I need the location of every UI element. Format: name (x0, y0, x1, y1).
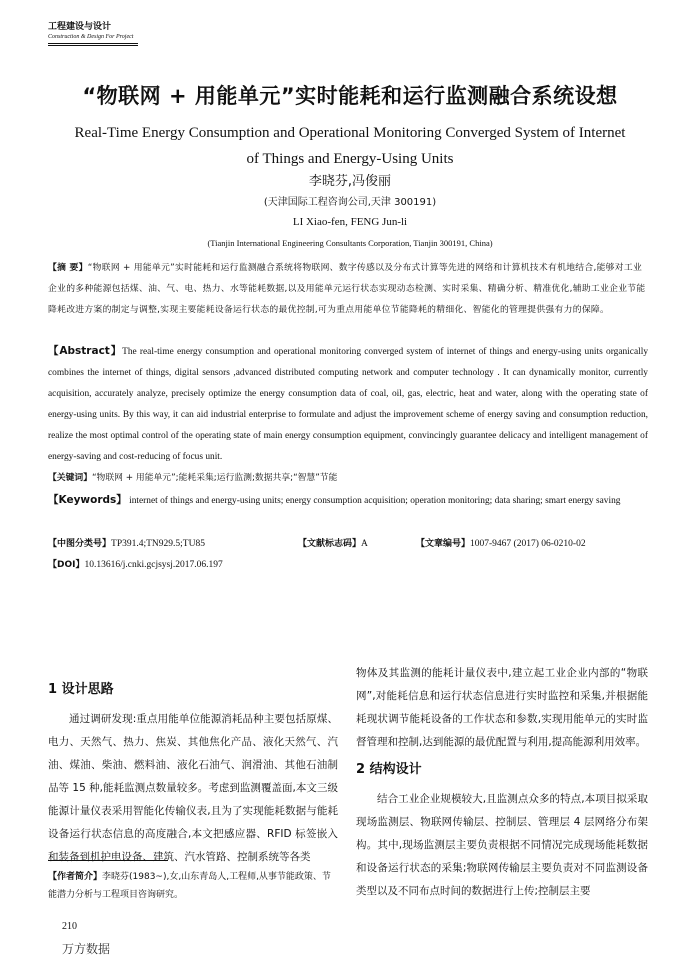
authors-en: LI Xiao-fen, FENG Jun-li (292, 216, 408, 228)
keywords-en-label: 【Keywords】 (48, 494, 127, 506)
keywords-cn-label: 【关键词】 (48, 473, 92, 483)
abstract-cn (48, 258, 648, 321)
right-paragraph-1: 物体及其监测的能耗计量仪表中,建立起工业企业内部的“物联网”,对能耗信息和运行状态信息进行实时监控和采集,并根据能耗现状调节能耗设备的工作状态和参数,实现用能单元的实时监督管理和控制,达到能源的最优配置与利用,提高能源利用效率。 (356, 667, 648, 748)
section1-paragraph: 通过调研发现:重点用能单位能源消耗品种主要包括原煤、电力、天然气、热力、焦炭、其他焦化产品、液化天然气、汽油、煤油、柴油、燃料油、液化石油气、润滑油、其他石油制品等 15 种,能耗监测点数量较多。考虑到监测覆盖面,本文三级能源计量仪表采用智能化传输仪表,且为了实现能耗数据与能耗设备运行状态信息的高度融合,本文把感应器、RFID 标签嵌入和装备到机护电设备、建筑、汽水管路、控制系统等各类 (48, 713, 338, 863)
footnote-text: 李晓芬(1983~),女,山东青岛人,工程师,从事节能政策、节能潜力分析与工程项目咨询研究。 (48, 872, 331, 900)
clc-label: 【中图分类号】 (48, 539, 112, 549)
abstract-cn-text: “物联网 + 用能单元”实时能耗和运行监测融合系统将物联网、数字传感以及分布式计算等先进的网络和计算机技术有机地结合,能够对工业企业的多种能源包括煤、油、气、电、热力、水等能耗数据,以及用能单元运行状态实现动态检测、实时采集、精确分析、精准优化,辅助工业企业节能降耗改进方案的制定与调整,实现主要能耗设备运行状态的最优控制,可为重点用能单位节能降耗的精细化、智能化的管理提供强有力的保障。 (48, 263, 646, 315)
journal-header (48, 22, 188, 41)
clc-code (48, 536, 205, 549)
keywords-en (48, 490, 648, 512)
authors-cn: 李晓芬,冯俊丽 (308, 174, 392, 189)
title-cn: “物联网 + 用能单元”实时能耗和运行监测融合系统设想 (82, 84, 618, 108)
affiliation-cn: (天津国际工程咨询公司,天津 300191) (263, 197, 437, 208)
abstract-cn-label: 【摘 要】 (48, 263, 88, 273)
affiliation-en: (Tianjin International Engineering Consultants Corporation, Tianjin 300191, China) (207, 238, 493, 248)
keywords-cn-text: “物联网 + 用能单元”;能耗采集;运行监测;数据共享;“智慧”节能 (92, 473, 338, 483)
abstract-en (48, 341, 648, 468)
header-rule-thin (48, 45, 138, 46)
doc-label: 【文献标志码】 (298, 539, 362, 549)
section2-heading: 2 结构设计 (356, 762, 422, 777)
doc-value: A (361, 539, 368, 549)
header-rule (48, 43, 138, 44)
journal-name-cn: 工程建设与设计 (48, 22, 112, 32)
doi-label: 【DOI】 (48, 560, 85, 570)
abstract-en-text: The real-time energy consumption and operational monitoring converged system of internet of things and energy-using units organically combines the internet of things, digital sensors ,advanced distributed computing network and computer technology . It can dynamically monitor, currently acquisition, accurately analyze, precisely optimize the energy consumption data of coal, oil, gas, electric, heat and water, along with the operating state of energy-using units. By this way, it can aid industrial enterprise to formulate and adjust the improvement scheme of energy saving and consumption reduction, realize the most optimal control of the operating state of main energy consumption equipment, convincingly guarantee delicacy and intelligent management of energy-saving and cost-reducing of focus unit. (48, 347, 648, 462)
page-number: 210 (62, 921, 77, 932)
footnote-rule (48, 860, 168, 861)
article-number (416, 536, 586, 549)
doi-row (48, 557, 223, 570)
section1-body (48, 708, 338, 869)
article-label: 【文章编号】 (416, 539, 471, 549)
clc-value: TP391.4;TN929.5;TU85 (111, 539, 205, 549)
keywords-en-text: internet of things and energy-using units; energy consumption acquisition; operation monitoring; data sharing; smart energy saving (129, 496, 621, 506)
watermark: 万方数据 (62, 942, 111, 956)
section1-heading: 1 设计思路 (48, 682, 114, 697)
article-value: 1007-9467 (2017) 06-0210-02 (470, 539, 586, 549)
doi-value: 10.13616/j.cnki.gcjsysj.2017.06.197 (84, 560, 223, 570)
journal-name-en: Construction & Design For Project (48, 34, 134, 40)
author-footnote (48, 868, 338, 904)
abstract-en-label: 【Abstract】 (48, 345, 123, 357)
footnote-label: 【作者简介】 (48, 872, 103, 882)
doc-code (298, 536, 368, 549)
keywords-cn (48, 468, 648, 489)
title-en: Real-Time Energy Consumption and Operational Monitoring Converged System of Internet of Things and Energy-Using Units (74, 125, 626, 167)
classification-row (48, 536, 648, 552)
right-column (356, 662, 648, 903)
right-paragraph-2: 结合工业企业规模较大,且监测点众多的特点,本项目拟采取现场监测层、物联网传输层、控制层、管理层 4 层网络分布架构。其中,现场监测层主要负责根据不同情况完成现场能耗数据和设备运行状态的采集;物联网传输层主要负责对不同监测设备类型以及不同布点时间的数据进行上传;控制层主要 (356, 793, 648, 897)
